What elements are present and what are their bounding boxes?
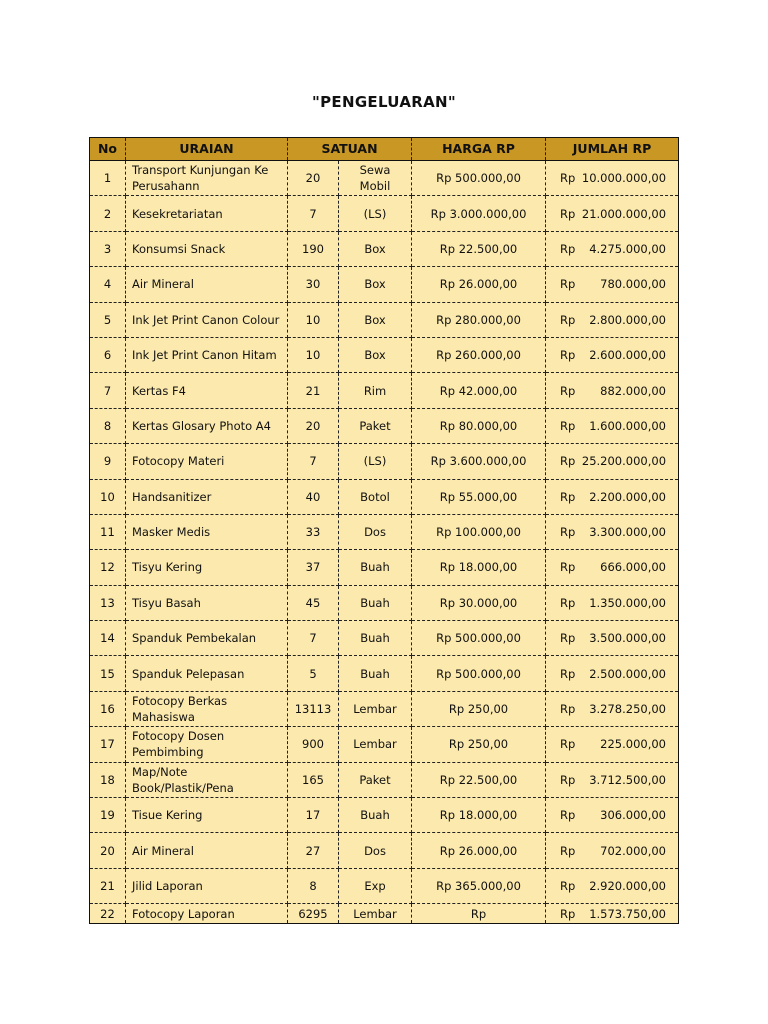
row-unit: Box	[339, 231, 412, 266]
row-number: 3	[90, 231, 126, 266]
row-description: Kertas F4	[126, 373, 288, 408]
row-total-amount: 1.350.000,00	[589, 595, 667, 610]
row-number: 1	[90, 161, 126, 196]
row-quantity: 165	[288, 762, 339, 797]
row-quantity: 10	[288, 337, 339, 372]
row-unit: Paket	[339, 408, 412, 443]
row-unit-price: Rp	[412, 904, 546, 924]
row-total-currency: Rp	[560, 843, 576, 858]
row-total	[546, 373, 679, 408]
row-total	[546, 833, 679, 868]
row-number: 4	[90, 267, 126, 302]
row-quantity: 7	[288, 196, 339, 231]
row-description: Ink Jet Print Canon Colour	[126, 302, 288, 337]
row-total	[546, 161, 679, 196]
row-total	[546, 444, 679, 479]
row-description: Konsumsi Snack	[126, 231, 288, 266]
row-unit-price: Rp 100.000,00	[412, 514, 546, 549]
header-jumlah: JUMLAH RP	[546, 138, 679, 161]
table-row	[90, 267, 679, 302]
row-total-currency: Rp	[560, 666, 576, 681]
row-unit-price: Rp 500.000,00	[412, 656, 546, 691]
row-description: Masker Medis	[126, 514, 288, 549]
row-unit: Dos	[339, 514, 412, 549]
row-number: 5	[90, 302, 126, 337]
row-total-currency: Rp	[560, 454, 576, 469]
row-total-amount: 21.000.000,00	[581, 206, 667, 221]
row-total-amount: 2.200.000,00	[589, 489, 667, 504]
row-unit-price: Rp 18.000,00	[412, 550, 546, 585]
row-unit-price: Rp 55.000,00	[412, 479, 546, 514]
header-satuan: SATUAN	[288, 138, 412, 161]
row-total	[546, 196, 679, 231]
row-total	[546, 302, 679, 337]
row-description: Fotocopy Dosen Pembimbing	[126, 727, 288, 762]
row-description: Air Mineral	[126, 833, 288, 868]
row-total-currency: Rp	[560, 277, 576, 292]
row-total	[546, 585, 679, 620]
header-harga: HARGA RP	[412, 138, 546, 161]
row-number: 2	[90, 196, 126, 231]
row-total-currency: Rp	[560, 595, 576, 610]
row-unit: Sewa Mobil	[339, 161, 412, 196]
row-quantity: 20	[288, 161, 339, 196]
row-quantity: 13113	[288, 691, 339, 726]
row-total	[546, 408, 679, 443]
row-unit-price: Rp 365.000,00	[412, 868, 546, 903]
row-total-currency: Rp	[560, 879, 576, 893]
row-total-amount: 3.500.000,00	[589, 631, 667, 646]
table-row	[90, 479, 679, 514]
row-description: Fotocopy Berkas Mahasiswa	[126, 691, 288, 726]
row-total-amount: 225.000,00	[600, 737, 667, 752]
row-unit-price: Rp 22.500,00	[412, 762, 546, 797]
row-unit-price: Rp 42.000,00	[412, 373, 546, 408]
table-row	[90, 727, 679, 762]
row-total-currency: Rp	[560, 383, 576, 398]
row-description: Transport Kunjungan Ke Perusahann	[126, 161, 288, 196]
row-total	[546, 514, 679, 549]
row-quantity: 21	[288, 373, 339, 408]
row-total	[546, 762, 679, 797]
row-total-amount: 2.500.000,00	[589, 666, 667, 681]
row-unit-price: Rp 30.000,00	[412, 585, 546, 620]
row-total	[546, 691, 679, 726]
row-unit: Paket	[339, 762, 412, 797]
row-total-amount: 1.573.750,00	[589, 906, 667, 921]
table-row	[90, 196, 679, 231]
row-total-currency: Rp	[560, 808, 576, 823]
row-unit: Botol	[339, 479, 412, 514]
row-total-amount: 882.000,00	[600, 383, 667, 398]
row-quantity: 17	[288, 798, 339, 833]
row-unit-price: Rp 500.000,00	[412, 621, 546, 656]
row-total-currency: Rp	[560, 702, 576, 717]
row-quantity: 7	[288, 444, 339, 479]
row-description: Tisyu Kering	[126, 550, 288, 585]
row-description: Kesekretariatan	[126, 196, 288, 231]
row-description: Air Mineral	[126, 267, 288, 302]
row-total-currency: Rp	[560, 489, 576, 504]
row-number: 21	[90, 868, 126, 903]
row-total-amount: 3.300.000,00	[589, 525, 667, 540]
row-total-amount: 702.000,00	[600, 843, 667, 858]
row-quantity: 190	[288, 231, 339, 266]
row-unit: Box	[339, 337, 412, 372]
table-row	[90, 373, 679, 408]
row-total-amount: 2.600.000,00	[589, 348, 667, 363]
row-description: Handsanitizer	[126, 479, 288, 514]
table-row	[90, 904, 679, 924]
row-total-amount: 2.920.000,00	[589, 879, 667, 893]
row-number: 8	[90, 408, 126, 443]
row-unit-price: Rp 250,00	[412, 727, 546, 762]
table-row	[90, 868, 679, 903]
row-unit: Rim	[339, 373, 412, 408]
row-total	[546, 621, 679, 656]
table-row	[90, 550, 679, 585]
row-description: Kertas Glosary Photo A4	[126, 408, 288, 443]
row-description: Spanduk Pembekalan	[126, 621, 288, 656]
row-quantity: 5	[288, 656, 339, 691]
row-unit: Dos	[339, 833, 412, 868]
row-number: 13	[90, 585, 126, 620]
row-quantity: 6295	[288, 904, 339, 924]
row-quantity: 27	[288, 833, 339, 868]
row-unit-price: Rp 26.000,00	[412, 833, 546, 868]
row-number: 11	[90, 514, 126, 549]
row-unit-price: Rp 280.000,00	[412, 302, 546, 337]
row-description: Tisyu Basah	[126, 585, 288, 620]
row-number: 12	[90, 550, 126, 585]
row-total	[546, 479, 679, 514]
table-row	[90, 691, 679, 726]
table-row	[90, 337, 679, 372]
row-total-amount: 10.000.000,00	[581, 171, 667, 186]
table-row	[90, 514, 679, 549]
row-quantity: 20	[288, 408, 339, 443]
row-description: Fotocopy Laporan	[126, 904, 288, 924]
row-unit-price: Rp 3.000.000,00	[412, 196, 546, 231]
row-total-amount: 3.278.250,00	[589, 702, 667, 717]
row-unit: (LS)	[339, 196, 412, 231]
row-quantity: 37	[288, 550, 339, 585]
row-total-currency: Rp	[560, 525, 576, 540]
row-total-currency: Rp	[560, 206, 576, 221]
row-number: 6	[90, 337, 126, 372]
row-number: 19	[90, 798, 126, 833]
table-header-row	[90, 138, 679, 161]
row-description: Tisue Kering	[126, 798, 288, 833]
expense-table	[89, 137, 679, 924]
row-unit: Box	[339, 267, 412, 302]
row-number: 9	[90, 444, 126, 479]
row-total-currency: Rp	[560, 772, 576, 787]
table-row	[90, 302, 679, 337]
row-total-amount: 1.600.000,00	[589, 418, 667, 433]
header-no: No	[90, 138, 126, 161]
row-number: 7	[90, 373, 126, 408]
row-unit: Buah	[339, 798, 412, 833]
row-unit-price: Rp 500.000,00	[412, 161, 546, 196]
row-total	[546, 904, 679, 924]
row-total-currency: Rp	[560, 418, 576, 433]
table-row	[90, 231, 679, 266]
table-row	[90, 798, 679, 833]
row-unit: Exp	[339, 868, 412, 903]
row-unit: Buah	[339, 550, 412, 585]
row-description: Map/Note Book/Plastik/Pena	[126, 762, 288, 797]
row-number: 10	[90, 479, 126, 514]
row-total-currency: Rp	[560, 631, 576, 646]
table-body	[90, 161, 679, 924]
row-quantity: 8	[288, 868, 339, 903]
row-number: 16	[90, 691, 126, 726]
row-number: 20	[90, 833, 126, 868]
row-description: Spanduk Pelepasan	[126, 656, 288, 691]
table-row	[90, 408, 679, 443]
row-number: 18	[90, 762, 126, 797]
row-unit-price: Rp 26.000,00	[412, 267, 546, 302]
row-unit: Lembar	[339, 691, 412, 726]
row-number: 14	[90, 621, 126, 656]
row-total-amount: 3.712.500,00	[589, 772, 667, 787]
row-unit-price: Rp 260.000,00	[412, 337, 546, 372]
row-total	[546, 798, 679, 833]
row-unit-price: Rp 80.000,00	[412, 408, 546, 443]
row-unit: Buah	[339, 621, 412, 656]
row-number: 15	[90, 656, 126, 691]
row-description: Ink Jet Print Canon Hitam	[126, 337, 288, 372]
row-total	[546, 868, 679, 903]
row-total-currency: Rp	[560, 737, 576, 752]
row-unit-price: Rp 22.500,00	[412, 231, 546, 266]
row-total	[546, 267, 679, 302]
page-title: "PENGELUARAN"	[312, 93, 456, 111]
row-unit: (LS)	[339, 444, 412, 479]
table-row	[90, 656, 679, 691]
row-total	[546, 656, 679, 691]
row-total	[546, 550, 679, 585]
row-number: 17	[90, 727, 126, 762]
row-total	[546, 727, 679, 762]
row-total-amount: 666.000,00	[600, 560, 667, 575]
row-total	[546, 337, 679, 372]
table-row	[90, 621, 679, 656]
row-quantity: 30	[288, 267, 339, 302]
header-uraian: URAIAN	[126, 138, 288, 161]
row-total-amount: 2.800.000,00	[589, 312, 667, 327]
row-unit-price: Rp 250,00	[412, 691, 546, 726]
row-description: Fotocopy Materi	[126, 444, 288, 479]
table-row	[90, 762, 679, 797]
table-row	[90, 444, 679, 479]
row-quantity: 900	[288, 727, 339, 762]
row-number: 22	[90, 904, 126, 924]
row-total-amount: 306.000,00	[600, 808, 667, 823]
row-unit: Buah	[339, 585, 412, 620]
row-total-amount: 780.000,00	[600, 277, 667, 292]
row-unit-price: Rp 3.600.000,00	[412, 444, 546, 479]
row-unit: Lembar	[339, 727, 412, 762]
row-quantity: 33	[288, 514, 339, 549]
row-quantity: 40	[288, 479, 339, 514]
row-total-currency: Rp	[560, 241, 576, 256]
row-total-currency: Rp	[560, 312, 576, 327]
row-description: Jilid Laporan	[126, 868, 288, 903]
table-row	[90, 833, 679, 868]
row-quantity: 7	[288, 621, 339, 656]
row-quantity: 10	[288, 302, 339, 337]
row-total-amount: 25.200.000,00	[581, 454, 667, 469]
table-row	[90, 585, 679, 620]
row-quantity: 45	[288, 585, 339, 620]
row-unit: Box	[339, 302, 412, 337]
row-unit: Lembar	[339, 904, 412, 924]
row-total	[546, 231, 679, 266]
row-total-currency: Rp	[560, 560, 576, 575]
row-total-amount: 4.275.000,00	[589, 241, 667, 256]
row-unit-price: Rp 18.000,00	[412, 798, 546, 833]
table-row	[90, 161, 679, 196]
row-unit: Buah	[339, 656, 412, 691]
row-total-currency: Rp	[560, 906, 576, 921]
row-total-currency: Rp	[560, 348, 576, 363]
row-total-currency: Rp	[560, 171, 576, 186]
